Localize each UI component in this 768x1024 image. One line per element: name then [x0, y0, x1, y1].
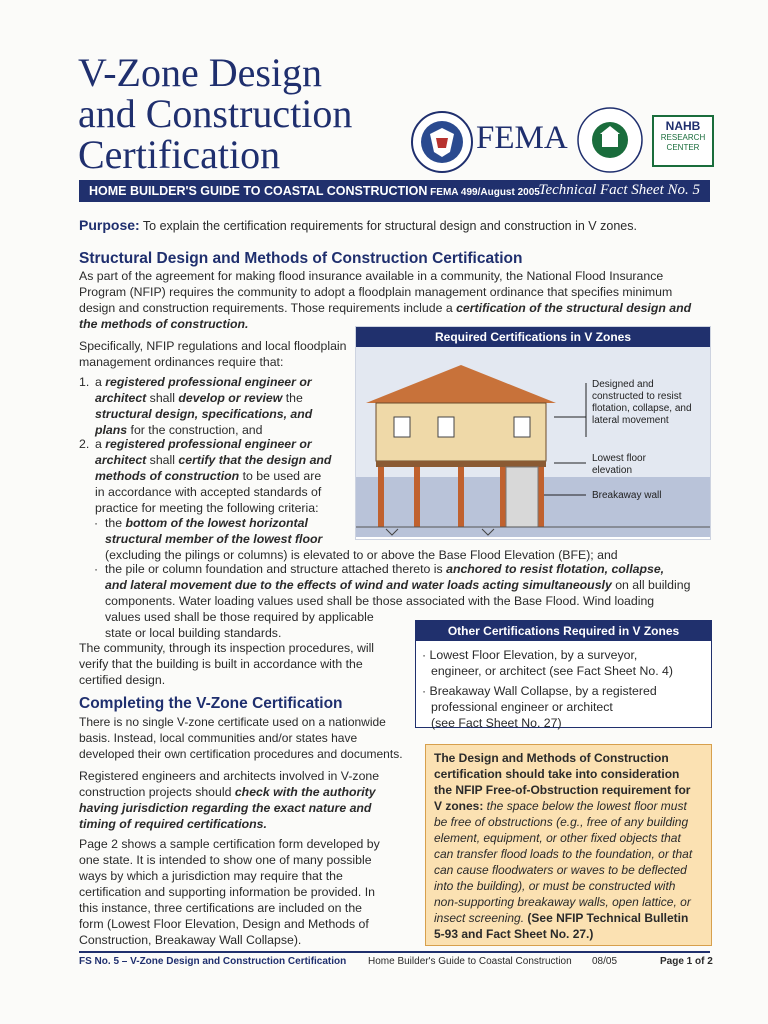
- label-designed: flotation, collapse, and: [592, 403, 692, 414]
- nahb-text: CENTER: [666, 143, 700, 152]
- bullet-item: · Breakaway Wall Collapse, by a registered professional engineer or architect (see Fact Sheet No. 27): [422, 684, 657, 730]
- dhs-seal-logo: [410, 110, 474, 174]
- label-breakaway-wall: Breakaway wall: [592, 490, 662, 501]
- label-designed: constructed to resist: [592, 391, 682, 402]
- nahb-text: NAHB: [665, 119, 701, 133]
- title-line: and Construction: [78, 91, 353, 136]
- fact-sheet-number: Technical Fact Sheet No. 5: [538, 182, 700, 198]
- nahb-research-center-logo: [652, 115, 714, 167]
- required-certifications-diagram: [355, 326, 711, 540]
- pile: [500, 467, 506, 527]
- paragraph: Page 2 shows a sample certification form developed by one state. It is intended to show one of many possible ways by which a jurisdiction may require that the certification and supporting information be provided. In this instance, three certifications are included on the form (Lowest Floor Elevation, Design and Methods of Construction, Breakaway Wall Collapse).: [79, 837, 380, 947]
- note-text: The Design and Methods of Construction certification should take into consideration the NFIP Free-of-Obstruction requirement for V zones: the space below the lowest floor must be free of obstructions (e.g., free of any building element, equipment, or other fixed objects that can transfer flood loads to the foundation, or that can cause floodwaters or waves to be deflected into the building), or must be constructed with non-supporting breakaway walls, open lattice, or insect screening. (See NFIP Technical Bulletin 5-93 and Fact Sheet No. 27.): [434, 751, 693, 941]
- purpose-statement: Purpose: To explain the certification requirements for structural design and construction in V zones.: [79, 217, 637, 233]
- bullet-item: · Lowest Floor Elevation, by a surveyor, engineer, or architect (see Fact Sheet No. 4): [422, 648, 673, 678]
- pile: [538, 467, 544, 527]
- label-lowest-floor: elevation: [592, 465, 633, 476]
- bullet-item: · the bottom of the lowest horizontal structural member of the lowest floor (excluding the pilings or columns) is elevated to or above the Base Flood Elevation (BFE); and: [94, 516, 618, 562]
- house-elevation-illustration: [356, 347, 710, 537]
- section-heading: Structural Design and Methods of Construction Certification: [79, 250, 523, 267]
- fema-logo-text: FEMA: [476, 120, 568, 156]
- other-certifications-heading: Other Certifications Required in V Zones: [416, 621, 711, 641]
- pile: [378, 467, 384, 527]
- diagram-heading: Required Certifications in V Zones: [356, 327, 710, 347]
- bullet-item: · the pile or column foundation and structure attached thereto is anchored to resist flotation, collapse, and lateral movement due to the effects of wind and water loads acting simultaneously on all building components. Water loading values used shall be those associated with the Base Flood. Wind loading values used shall be those required by applicable state or local building standards.: [94, 562, 691, 640]
- breakaway-wall: [506, 467, 538, 527]
- footer-rule: [79, 951, 710, 953]
- window: [514, 417, 530, 437]
- footer-date: 08/05: [592, 956, 618, 967]
- footer-guide-title: Home Builder's Guide to Coastal Construction: [368, 956, 572, 967]
- label-lowest-floor: Lowest floor: [592, 453, 646, 464]
- window: [438, 417, 454, 437]
- nahb-text: RESEARCH: [660, 133, 706, 142]
- pile: [458, 467, 464, 527]
- title-line: Certification: [78, 132, 281, 177]
- footer-page-number: Page 1 of 2: [660, 956, 713, 967]
- window: [394, 417, 410, 437]
- community-paragraph: The community, through its inspection procedures, will verify that the building is built in accordance with the certified design.: [79, 641, 375, 687]
- document-title: [78, 52, 352, 175]
- title-line: V-Zone Design: [78, 50, 323, 95]
- label-designed: lateral movement: [592, 415, 669, 426]
- series-title: HOME BUILDER'S GUIDE TO COASTAL CONSTRUCTION FEMA 499/August 2005: [89, 184, 540, 198]
- series-band: [79, 180, 710, 202]
- list-item: 2. a registered professional engineer or architect shall certify that the design and methods of construction to be used are in accordance with accepted standards of practice for meeting the following criteria:: [79, 437, 332, 515]
- floor-beam: [376, 461, 546, 467]
- other-certifications-box: [415, 620, 712, 728]
- footer-sheet-title: FS No. 5 – V-Zone Design and Construction Certification: [79, 956, 347, 967]
- paragraph: There is no single V-zone certificate used on a nationwide basis. Instead, local communities and/or states have developed their own certification procedures and documents.: [79, 715, 403, 761]
- paragraph: Registered engineers and architects involved in V-zone construction projects should check with the authority having jurisdiction regarding the exact nature and timing of required certifications.: [79, 769, 380, 831]
- section-intro-paragraph: As part of the agreement for making flood insurance available in a community, the National Flood Insurance Program (NFIP) requires the community to adopt a floodplain management ordinance that specifies minimum design and construction requirements. Those requirements include a certification of the structural design and the methods of construction.: [79, 269, 692, 331]
- hud-seal-logo: [576, 106, 644, 174]
- pile: [414, 467, 420, 527]
- section-heading: Completing the V-Zone Certification: [79, 695, 343, 712]
- label-designed: Designed and: [592, 379, 654, 390]
- free-of-obstruction-note: [425, 744, 712, 946]
- specifically-paragraph: Specifically, NFIP regulations and local floodplain management ordinances require that:: [79, 339, 347, 369]
- list-item: 1. a registered professional engineer or architect shall develop or review the structural design, specifications, and plans for the construction, and: [79, 375, 313, 437]
